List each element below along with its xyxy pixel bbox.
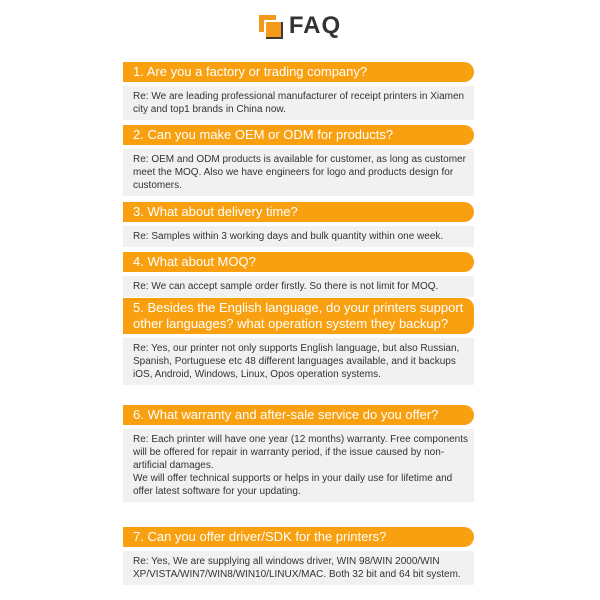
question-1: 1. Are you a factory or trading company? (123, 62, 474, 82)
faq-item-3 (123, 202, 474, 247)
question-7: 7. Can you offer driver/SDK for the printers? (123, 527, 474, 547)
answer-7: Re: Yes, We are supplying all windows driver, WIN 98/WIN 2000/WIN XP/VISTA/WIN7/WIN8/WIN10/LINUX/MAC. Both 32 bit and 64 bit system. (123, 551, 474, 585)
page-header (0, 10, 600, 42)
question-3: 3. What about delivery time? (123, 202, 474, 222)
answer-3: Re: Samples within 3 working days and bulk quantity within one week. (123, 226, 474, 247)
answer-5: Re: Yes, our printer not only supports English language, but also Russian, Spanish, Portuguese etc 48 different languages available, and it backups iOS, Android, Windows, Linux, Opos operation systems. (123, 338, 474, 385)
orange-square-icon (259, 15, 281, 37)
faq-item-2 (123, 125, 474, 196)
question-2: 2. Can you make OEM or ODM for products? (123, 125, 474, 145)
question-6: 6. What warranty and after-sale service do you offer? (123, 405, 474, 425)
answer-1: Re: We are leading professional manufacturer of receipt printers in Xiamen city and top1 brands in China now. (123, 86, 474, 120)
answer-6: Re: Each printer will have one year (12 months) warranty. Free components will be offered for repair in warranty period, if the issue caused by non-artificial damages. We will offer technical supports or helps in your daily use for lifetime and offer latest software for your updating. (123, 429, 474, 502)
faq-item-4 (123, 252, 474, 297)
faq-item-1 (123, 62, 474, 120)
faq-item-6 (123, 405, 474, 502)
question-4: 4. What about MOQ? (123, 252, 474, 272)
page-title: FAQ (288, 12, 342, 39)
faq-item-7 (123, 527, 474, 585)
answer-4: Re: We can accept sample order firstly. So there is not limit for MOQ. (123, 276, 474, 297)
question-5: 5. Besides the English language, do your printers support other languages? what operation system they backup? (123, 298, 474, 334)
answer-2: Re: OEM and ODM products is available for customer, as long as customer meet the MOQ. Also we have engineers for logo and products design for customers. (123, 149, 474, 196)
faq-item-5 (123, 298, 474, 385)
